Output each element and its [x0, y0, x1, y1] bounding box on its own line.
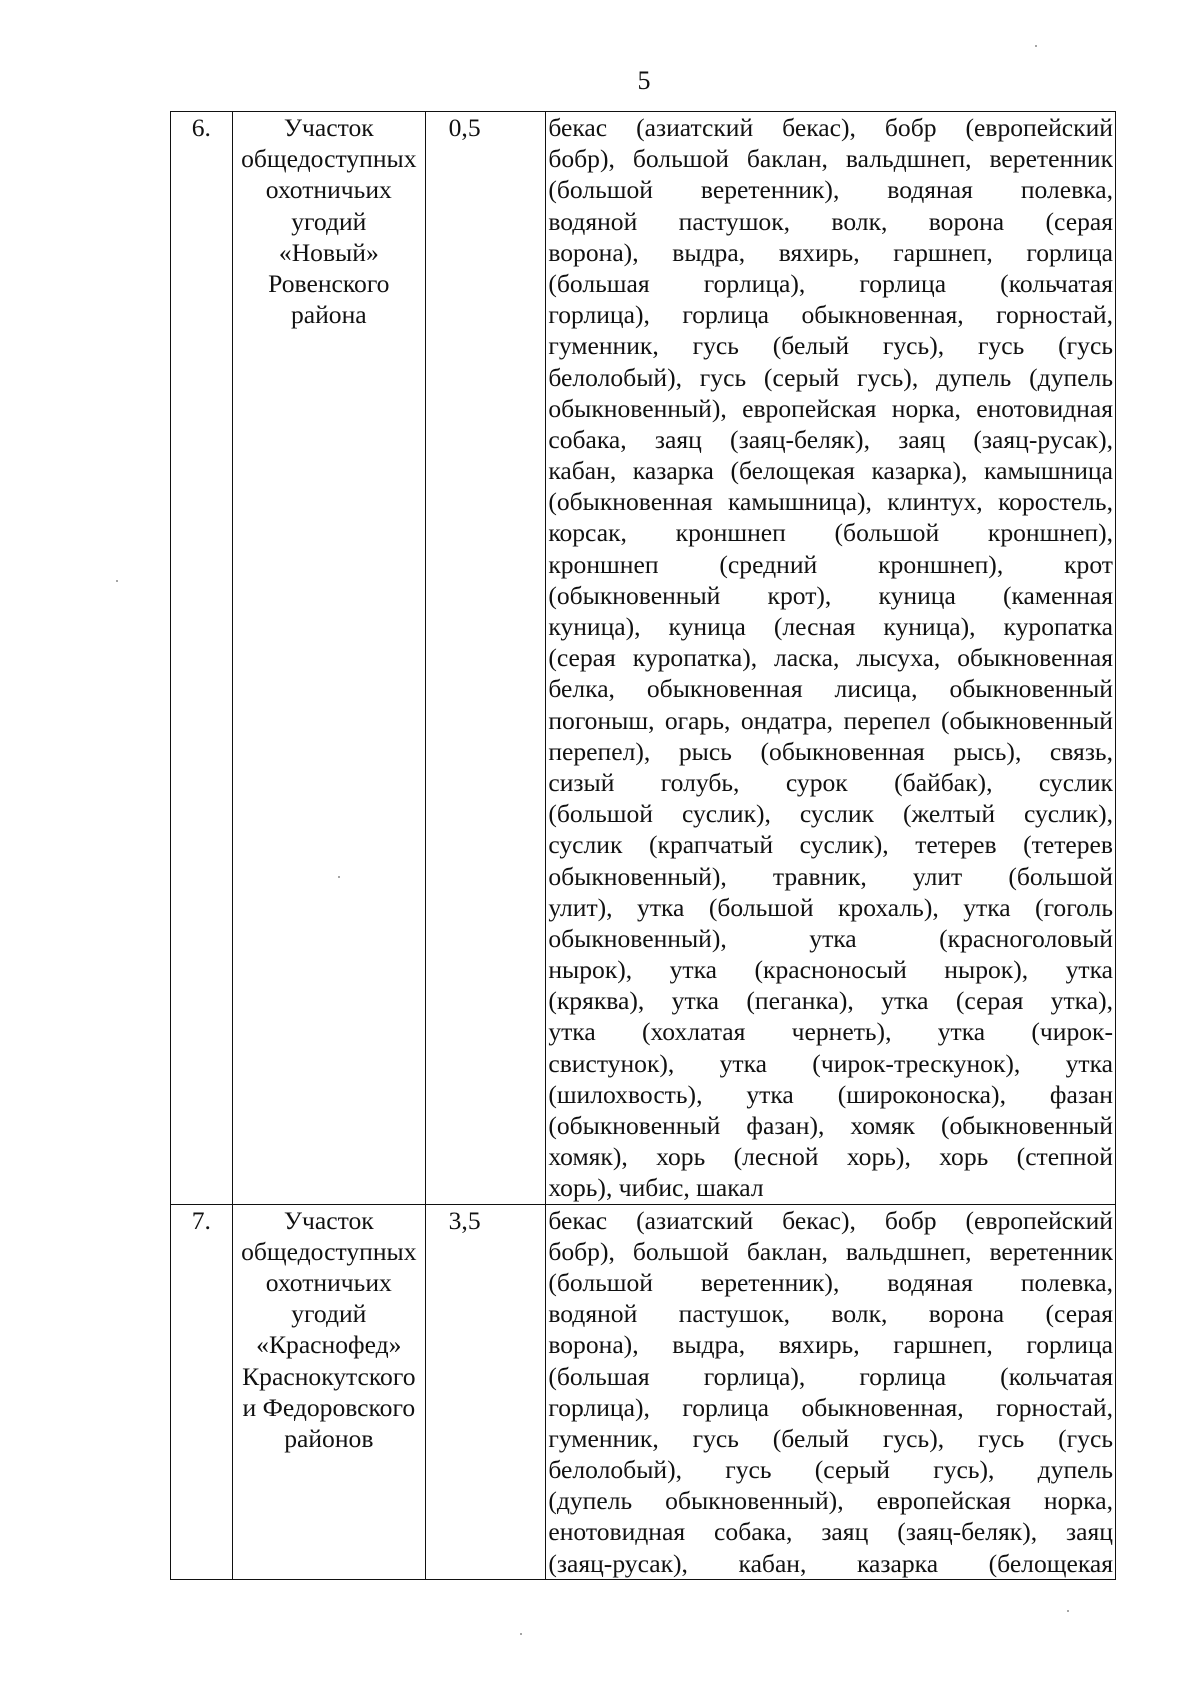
species-line: обыкновенный), утка (красноголовый: [548, 923, 1113, 953]
species-line: обыкновенный), европейская норка, енотовидная: [548, 393, 1113, 423]
species-line: гуменник, гусь (белый гусь), гусь (гусь: [548, 331, 1113, 361]
area-value-cell: [425, 112, 545, 1205]
ground-name-line: угодий: [291, 1299, 367, 1329]
area-value: 0,5: [448, 113, 481, 142]
ground-name-line: угодий: [291, 206, 367, 236]
species-line: бекас (азиатский бекас), бобр (европейский: [548, 1205, 1113, 1235]
species-line: горлица), горлица обыкновенная, горностай,: [548, 1392, 1113, 1422]
species-line: утка (хохлатая чернеть), утка (чирок-: [548, 1017, 1113, 1047]
table-body: [171, 112, 1116, 1580]
species-line: обыкновенный), травник, улит (большой: [548, 861, 1113, 891]
species-line: (большой веретенник), водяная полевка,: [548, 175, 1113, 205]
species-line: хомяк), хорь (лесной хорь), хорь (степной: [548, 1142, 1113, 1172]
ground-name-line: Ровенского: [268, 269, 390, 299]
species-line: (кряква), утка (пеганка), утка (серая утка),: [548, 986, 1113, 1016]
ground-name-line: Участок: [283, 113, 374, 142]
ground-name-line: охотничьих: [265, 1267, 392, 1297]
species-line: куница), куница (лесная куница), куропатка: [548, 612, 1113, 641]
species-line: (заяц-русак), кабан, казарка (белощекая: [548, 1548, 1113, 1578]
table-row: [171, 112, 1116, 1205]
ground-name-line: и Федоровского: [242, 1392, 416, 1422]
species-line: бобр), большой баклан, вальдшнеп, веретенник: [548, 1236, 1113, 1266]
ground-name-line: Краснокутского: [242, 1361, 416, 1391]
species-list-cell: [546, 1204, 1116, 1579]
row-number: 7.: [191, 1205, 211, 1235]
scan-speck: [1035, 45, 1037, 47]
species-line: свистунок), утка (чирок-трескунок), утка: [548, 1048, 1113, 1078]
row-number: 6.: [191, 113, 211, 142]
species-line: (большая горлица), горлица (кольчатая: [548, 1361, 1113, 1391]
species-line: нырок), утка (красноносый нырок), утка: [548, 955, 1113, 985]
species-line: (большой веретенник), водяная полевка,: [548, 1267, 1113, 1297]
scan-speck: [1067, 1610, 1069, 1612]
species-line: белолобый), гусь (серый гусь), дупель: [548, 1455, 1113, 1485]
species-line: хорь), чибис, шакал: [548, 1173, 764, 1203]
species-line: (большая горлица), горлица (кольчатая: [548, 268, 1113, 298]
species-line: сизый голубь, сурок (байбак), суслик: [548, 767, 1113, 797]
species-line: ворона), выдра, вяхирь, гаршнеп, горлица: [548, 237, 1113, 267]
area-value: 3,5: [448, 1205, 481, 1235]
species-line: кабан, казарка (белощекая казарка), камышница: [548, 456, 1113, 486]
species-line: (большой суслик), суслик (желтый суслик),: [548, 799, 1113, 829]
species-line: водяной пастушок, волк, ворона (серая: [548, 1299, 1113, 1329]
table-row: [171, 1204, 1116, 1579]
species-line: корсак, кроншнеп (большой кроншнеп),: [548, 518, 1113, 548]
species-line: бобр), большой баклан, вальдшнеп, веретенник: [548, 144, 1113, 174]
area-value-cell: [425, 1204, 545, 1579]
ground-name-line: охотничьих: [265, 175, 392, 205]
species-line: перепел), рысь (обыкновенная рысь), связь,: [548, 736, 1113, 766]
species-line: ворона), выдра, вяхирь, гаршнеп, горлица: [548, 1330, 1113, 1360]
scan-speck: [520, 1633, 522, 1635]
species-line: гуменник, гусь (белый гусь), гусь (гусь: [548, 1423, 1113, 1453]
scan-speck: [116, 580, 118, 582]
page-number: 5: [637, 66, 651, 95]
species-line: белка, обыкновенная лисица, обыкновенный: [548, 674, 1113, 704]
species-line: (обыкновенная камышница), клинтух, коростель,: [548, 487, 1113, 517]
species-list-cell: [546, 112, 1116, 1205]
species-line: (обыкновенный крот), куница (каменная: [548, 580, 1113, 610]
species-line: (обыкновенный фазан), хомяк (обыкновенный: [548, 1111, 1113, 1140]
species-line: (дупель обыкновенный), европейская норка,: [548, 1486, 1113, 1516]
ground-name-line: общедоступных: [241, 1236, 417, 1266]
species-line: (серая куропатка), ласка, лысуха, обыкновенная: [548, 643, 1113, 673]
ground-name-cell: [232, 1204, 425, 1579]
row-number-cell: [171, 1204, 233, 1579]
species-line: кроншнеп (средний кроншнеп), крот: [548, 549, 1113, 579]
species-line: водяной пастушок, волк, ворона (серая: [548, 206, 1113, 236]
ground-name-line: «Новый»: [278, 237, 379, 267]
ground-name-line: Участок: [283, 1205, 374, 1235]
species-line: (шилохвость), утка (широконоска), фазан: [548, 1079, 1113, 1109]
species-line: енотовидная собака, заяц (заяц-беляк), заяц: [548, 1517, 1113, 1547]
species-line: горлица), горлица обыкновенная, горностай,: [548, 300, 1113, 330]
species-line: бекас (азиатский бекас), бобр (европейский: [548, 113, 1113, 142]
ground-name-line: общедоступных: [241, 144, 417, 174]
ground-name-line: района: [290, 300, 367, 330]
row-number-cell: [171, 112, 233, 1205]
species-line: погоныш, огарь, ондатра, перепел (обыкновенный: [548, 705, 1113, 735]
ground-name-line: районов: [284, 1423, 374, 1453]
scan-speck: [338, 876, 340, 878]
hunting-grounds-table: [170, 111, 1116, 1580]
species-line: собака, заяц (заяц-беляк), заяц (заяц-русак),: [548, 424, 1113, 454]
species-line: суслик (крапчатый суслик), тетерев (тетерев: [548, 830, 1113, 860]
species-line: улит), утка (большой крохаль), утка (гоголь: [548, 892, 1113, 922]
ground-name-cell: [232, 112, 425, 1205]
species-line: белолобый), гусь (серый гусь), дупель (дупель: [548, 362, 1113, 392]
ground-name-line: «Краснофед»: [256, 1330, 402, 1360]
